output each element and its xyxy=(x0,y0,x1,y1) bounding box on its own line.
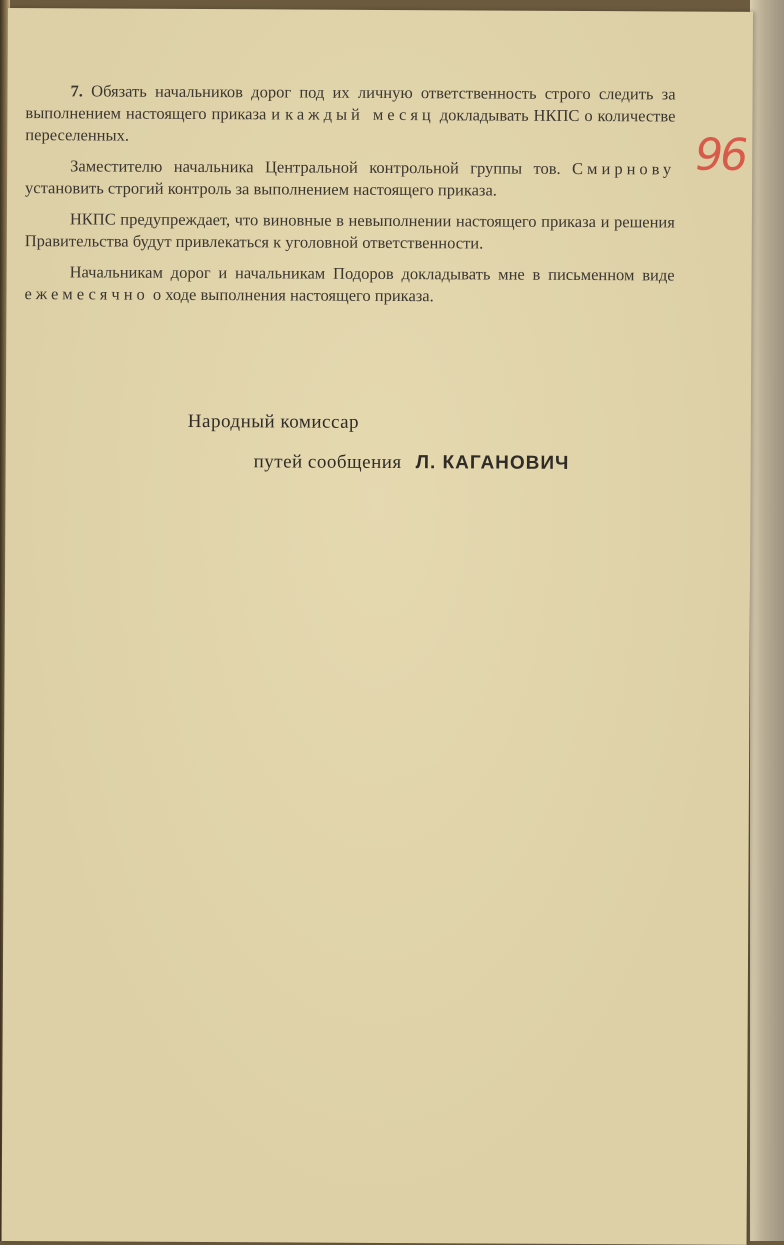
paragraph-7-number: 7. xyxy=(70,81,83,101)
paragraph-deputy-text-a: Заместителю начальника Центральной контрольной группы тов. xyxy=(70,156,573,178)
signer-name: Л. КАГАНОВИЧ xyxy=(415,452,570,474)
handwritten-page-number: 96 xyxy=(695,129,746,181)
paragraph-warning xyxy=(25,208,675,255)
order-text xyxy=(24,80,675,317)
signature-title-line2: путей сообщения xyxy=(253,451,402,474)
page-stack-edge xyxy=(750,0,784,1241)
paragraph-deputy xyxy=(25,155,675,202)
document-page xyxy=(2,8,753,1245)
paragraph-reporting-text-a: Начальникам дорог и начальникам Подоров докладывать мне в письменном виде xyxy=(69,262,675,285)
paragraph-reporting-emphasis: ежемесячно xyxy=(24,284,149,304)
signature-title-line1: Народный комиссар xyxy=(187,410,360,433)
paragraph-warning-text: НКПС предупреждает, что виновные в невыполнении настоящего приказа и решения Правительства будут привлекаться к уголовной ответственности. xyxy=(24,209,675,253)
paragraph-deputy-text-b: установить строгий контроль за выполнением настоящего приказа. xyxy=(25,178,497,200)
paragraph-reporting-text-b: о ходе выполнения настоящего приказа. xyxy=(148,284,434,306)
paragraph-deputy-emphasis: Смирнову xyxy=(572,158,676,179)
paragraph-reporting xyxy=(24,261,674,308)
paragraph-7-emphasis: каждый месяц xyxy=(285,104,435,125)
paragraph-7-text-b: докладывать НКПС о количестве переселенных. xyxy=(25,105,676,145)
signature-line2 xyxy=(254,451,570,475)
paragraph-7 xyxy=(25,80,675,149)
paragraph-7-text-a: Обязать начальников дорог под их личную ответственность строго следить за выполнением настоящего приказа и xyxy=(25,81,676,124)
